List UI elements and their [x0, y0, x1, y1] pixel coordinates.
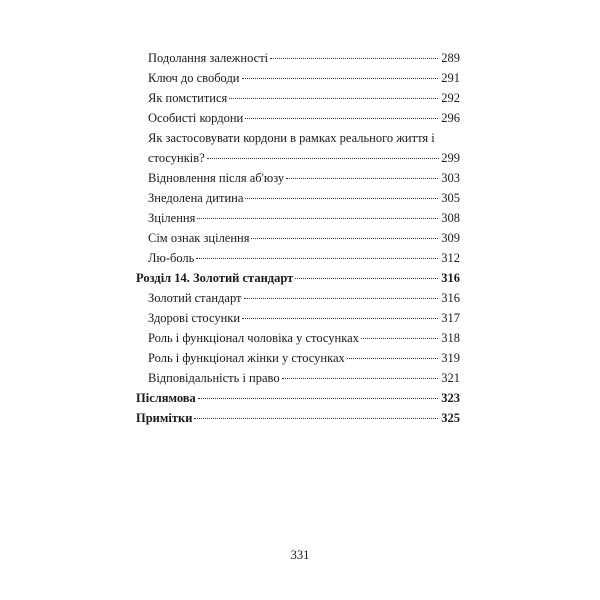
toc-entry-page: 317	[441, 311, 460, 325]
toc-entry-page: 312	[441, 251, 460, 265]
dot-leader	[197, 218, 438, 219]
toc-entry	[136, 48, 460, 68]
toc-chapter-title: Примітки	[136, 411, 193, 425]
toc-entry-title: Зцілення	[148, 211, 196, 225]
dot-leader	[244, 298, 439, 299]
dot-leader	[229, 98, 438, 99]
dot-leader	[242, 318, 438, 319]
toc-entry-title: Знедолена дитина	[148, 191, 244, 205]
toc-entry-page: 308	[441, 211, 460, 225]
toc-entry-wrapped	[136, 128, 460, 168]
dot-leader	[198, 398, 438, 399]
toc-entry	[136, 288, 460, 308]
toc-entry-page: 292	[441, 91, 460, 105]
dot-leader	[282, 378, 438, 379]
toc-entry-page: 299	[441, 151, 460, 165]
toc-entry-title: Як помститися	[148, 91, 228, 105]
toc-entry-page: 289	[441, 51, 460, 65]
dot-leader	[347, 358, 438, 359]
dot-leader	[251, 238, 438, 239]
toc-entry-title: Роль і функціонал чоловіка у стосунках	[148, 331, 359, 345]
toc-chapter-page: 323	[441, 391, 460, 405]
table-of-contents	[136, 48, 460, 428]
toc-entry	[136, 88, 460, 108]
toc-entry-page: 309	[441, 231, 460, 245]
toc-chapter-page: 325	[441, 411, 460, 425]
toc-entry	[136, 68, 460, 88]
dot-leader	[295, 278, 438, 279]
toc-entry	[136, 168, 460, 188]
dot-leader	[286, 178, 438, 179]
toc-chapter-page: 316	[441, 271, 460, 285]
dot-leader	[245, 118, 438, 119]
toc-entry	[136, 228, 460, 248]
toc-entry-title: Відновлення після аб'юзу	[148, 171, 285, 185]
toc-entry	[136, 188, 460, 208]
toc-entry-title: Здорові стосунки	[148, 311, 241, 325]
toc-notes	[136, 408, 460, 428]
dot-leader	[270, 58, 438, 59]
toc-entry	[136, 308, 460, 328]
toc-entry-title: Відповідальність і право	[148, 371, 280, 385]
toc-chapter-title: Розділ 14. Золотий стандарт	[136, 271, 294, 285]
toc-entry-page: 291	[441, 71, 460, 85]
toc-afterword	[136, 388, 460, 408]
toc-entry	[136, 108, 460, 128]
toc-entry-page: 321	[441, 371, 460, 385]
toc-entry-title: Особисті кордони	[148, 111, 244, 125]
toc-entry-page: 305	[441, 191, 460, 205]
dot-leader	[196, 258, 438, 259]
toc-entry	[136, 368, 460, 388]
toc-entry-title: Золотий стандарт	[148, 291, 242, 305]
toc-entry	[136, 348, 460, 368]
toc-entry-title: Сім ознак зцілення	[148, 231, 250, 245]
page-number: 331	[290, 548, 310, 562]
toc-entry-page: 316	[441, 291, 460, 305]
toc-entry-title-line2: стосунків?	[148, 151, 205, 165]
toc-entry-title-line1: Як застосовувати кордони в рамках реального життя і	[148, 131, 435, 145]
toc-entry-page: 303	[441, 171, 460, 185]
toc-entry	[136, 248, 460, 268]
toc-entry-title: Роль і функціонал жінки у стосунках	[148, 351, 345, 365]
toc-entry-page: 318	[441, 331, 460, 345]
dot-leader	[361, 338, 438, 339]
dot-leader	[194, 418, 438, 419]
toc-entry	[136, 328, 460, 348]
toc-entry-title: Ключ до свободи	[148, 71, 240, 85]
toc-entry-page: 296	[441, 111, 460, 125]
toc-entry-title: Подолання залежності	[148, 51, 269, 65]
dot-leader	[242, 78, 439, 79]
dot-leader	[245, 198, 438, 199]
toc-entry-title: Лю-боль	[148, 251, 195, 265]
toc-chapter-14	[136, 268, 460, 288]
toc-entry-page: 319	[441, 351, 460, 365]
dot-leader	[207, 158, 440, 159]
toc-entry	[136, 208, 460, 228]
toc-chapter-title: Післямова	[136, 391, 196, 405]
